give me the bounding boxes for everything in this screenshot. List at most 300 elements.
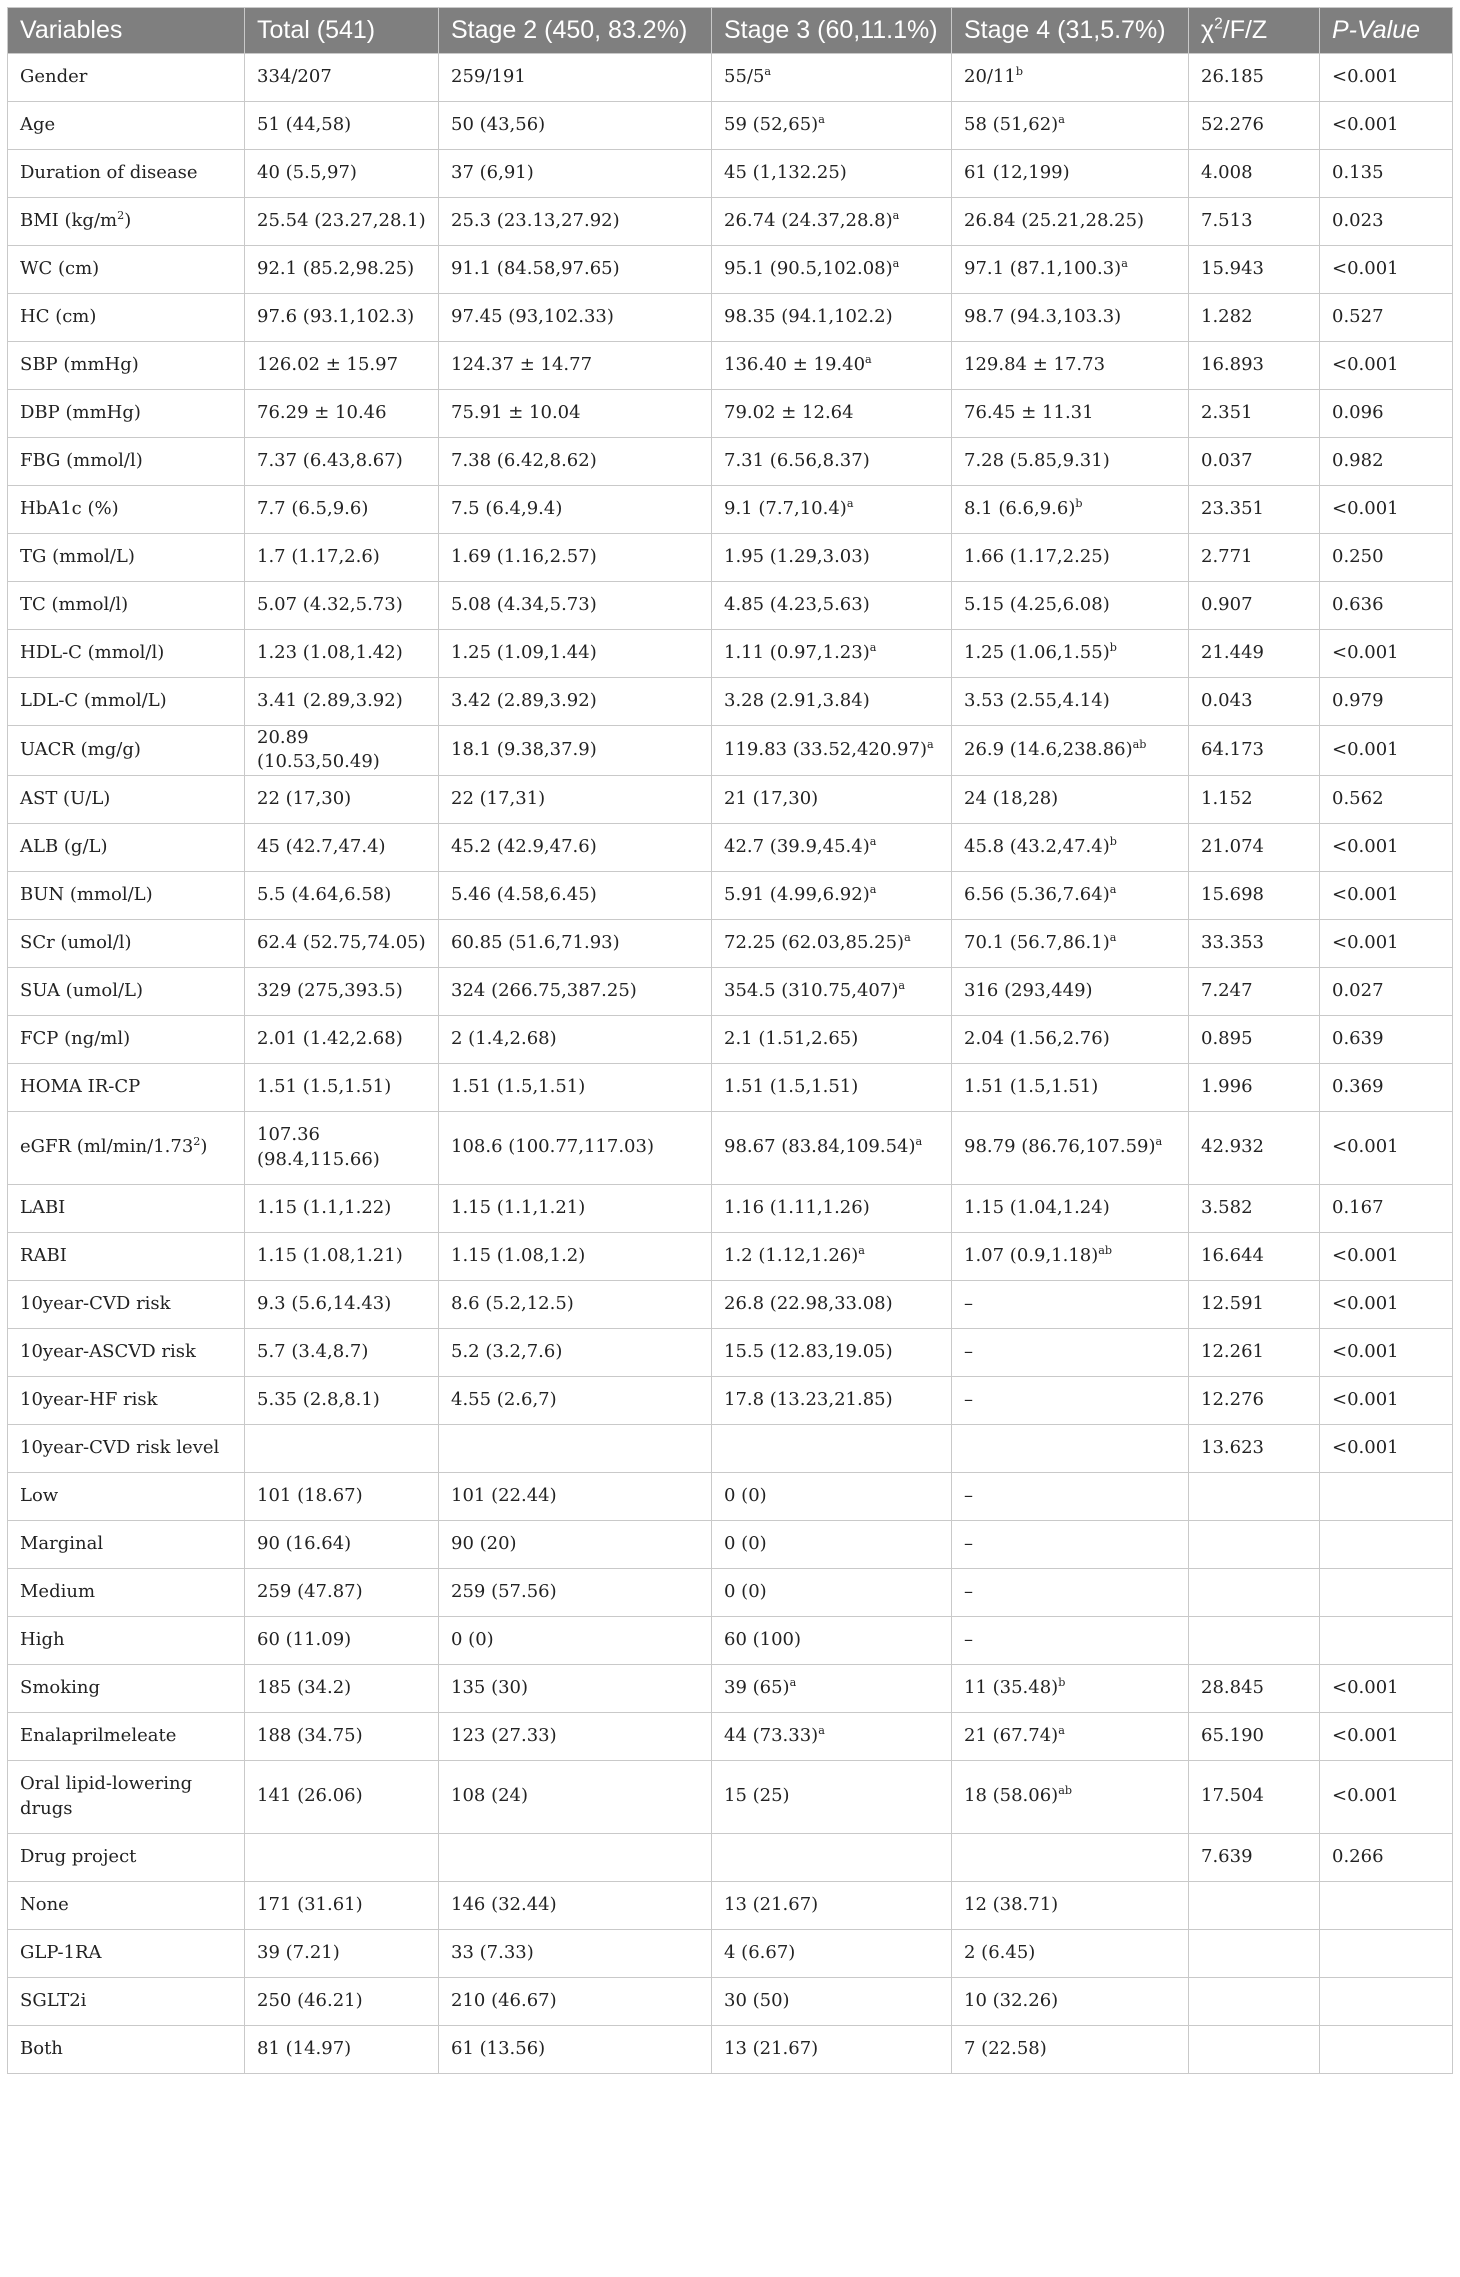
header-statistic: [1189, 8, 1320, 54]
cell-p-value: [1320, 1424, 1453, 1472]
cell-statistic: [1189, 1063, 1320, 1111]
cell-text: 15.5 (12.83,19.05): [724, 1340, 893, 1362]
cell-text: <0.001: [1332, 739, 1399, 761]
cell-stage-4: [952, 1881, 1189, 1929]
cell-variable: [8, 342, 245, 390]
cell-text: Total (541): [257, 15, 376, 44]
cell-text: 0.982: [1332, 450, 1384, 472]
cell-stage-4: [952, 1280, 1189, 1328]
cell-variable: [8, 775, 245, 823]
cell-text-suffix: /F/Z: [1222, 15, 1268, 44]
cell-total: [245, 1111, 439, 1184]
cell-stage-4: [952, 1015, 1189, 1063]
cell-text: HbA1c (%): [20, 498, 119, 520]
cell-text: 4.008: [1201, 162, 1253, 184]
cell-p-value: [1320, 1280, 1453, 1328]
cell-text: 21 (67.74): [964, 1724, 1059, 1746]
table-row: [8, 1616, 1453, 1664]
cell-text: 141 (26.06): [257, 1785, 363, 1807]
cell-text: 72.25 (62.03,85.25): [724, 931, 905, 953]
cell-statistic: [1189, 1977, 1320, 2025]
cell-p-value: [1320, 1472, 1453, 1520]
cell-text: 210 (46.67): [451, 1989, 557, 2011]
cell-statistic: [1189, 294, 1320, 342]
cell-text: 22 (17,31): [451, 787, 546, 809]
cell-text: 26.84 (25.21,28.25): [964, 210, 1145, 232]
cell-stage-2: [439, 1328, 712, 1376]
cell-p-value: [1320, 1881, 1453, 1929]
cell-text: 5.07 (4.32,5.73): [257, 594, 403, 616]
cell-text: 10year-CVD risk level: [20, 1436, 220, 1458]
cell-total: [245, 726, 439, 776]
cell-total: [245, 1328, 439, 1376]
cell-text: 50 (43,56): [451, 114, 546, 136]
cell-stage-3: [712, 438, 952, 486]
cell-variable: [8, 1472, 245, 1520]
cell-text: 20/11: [964, 66, 1016, 88]
superscript: a: [1109, 882, 1117, 896]
header-stage-4: [952, 8, 1189, 54]
cell-text: <0.001: [1332, 498, 1399, 520]
cell-stage-2: [439, 1712, 712, 1760]
table-row: [8, 1280, 1453, 1328]
cell-stage-3: [712, 486, 952, 534]
cell-stage-4: [952, 630, 1189, 678]
cell-text: 64.173: [1201, 739, 1264, 761]
cell-statistic: [1189, 775, 1320, 823]
cell-text: SCr (umol/l): [20, 931, 132, 953]
cell-text: 26.8 (22.98,33.08): [724, 1292, 893, 1314]
cell-stage-2: [439, 1929, 712, 1977]
cell-text: 76.45 ± 11.31: [964, 402, 1094, 424]
cell-variable: [8, 630, 245, 678]
cell-text: Stage 4 (31,5.7%): [964, 15, 1166, 44]
cell-text: 2.771: [1201, 546, 1253, 568]
cell-text: 13.623: [1201, 1436, 1264, 1458]
cell-text: 15 (25): [724, 1785, 790, 1807]
header-row: [8, 8, 1453, 54]
cell-text: 0.027: [1332, 979, 1384, 1001]
cell-variable: [8, 1977, 245, 2025]
cell-total: [245, 1712, 439, 1760]
cell-text: 259 (57.56): [451, 1580, 557, 1602]
cell-text: 1.15 (1.08,1.2): [451, 1244, 586, 1266]
cell-statistic: [1189, 438, 1320, 486]
cell-text: 11 (35.48): [964, 1676, 1059, 1698]
cell-text: 3.582: [1201, 1196, 1253, 1218]
cell-text: 2.01 (1.42,2.68): [257, 1027, 403, 1049]
cell-text: 316 (293,449): [964, 979, 1093, 1001]
cell-text: 0 (0): [724, 1532, 767, 1554]
cell-variable: [8, 1424, 245, 1472]
cell-stage-4: [952, 582, 1189, 630]
cell-p-value: [1320, 919, 1453, 967]
cell-text: 0 (0): [724, 1484, 767, 1506]
cell-stage-4: [952, 678, 1189, 726]
cell-statistic: [1189, 1280, 1320, 1328]
cell-variable: [8, 54, 245, 102]
cell-p-value: [1320, 1977, 1453, 2025]
cell-statistic: [1189, 1376, 1320, 1424]
cell-stage-4: [952, 967, 1189, 1015]
cell-statistic: [1189, 54, 1320, 102]
cell-text: –: [964, 1484, 973, 1506]
cell-text: 51 (44,58): [257, 114, 352, 136]
cell-stage-3: [712, 871, 952, 919]
cell-text: 101 (22.44): [451, 1484, 557, 1506]
cell-stage-4: [952, 54, 1189, 102]
cell-stage-3: [712, 534, 952, 582]
cell-variable: [8, 1929, 245, 1977]
cell-p-value: [1320, 198, 1453, 246]
cell-text: <0.001: [1332, 1785, 1399, 1807]
cell-variable: [8, 1616, 245, 1664]
cell-stage-3: [712, 1328, 952, 1376]
cell-text: 108 (24): [451, 1785, 529, 1807]
superscript: ab: [1058, 1784, 1072, 1798]
cell-text: 25.3 (23.13,27.92): [451, 210, 620, 232]
table-row: [8, 1063, 1453, 1111]
cell-p-value: [1320, 775, 1453, 823]
table-row: [8, 1977, 1453, 2025]
cell-variable: [8, 1328, 245, 1376]
cell-stage-4: [952, 2025, 1189, 2073]
header-total: [245, 8, 439, 54]
cell-p-value: [1320, 1616, 1453, 1664]
superscript: a: [1109, 930, 1117, 944]
cell-stage-3: [712, 1833, 952, 1881]
cell-total: [245, 1881, 439, 1929]
cell-text: 75.91 ± 10.04: [451, 402, 581, 424]
superscript: a: [892, 209, 900, 223]
cell-p-value: [1320, 1184, 1453, 1232]
cell-text: 124.37 ± 14.77: [451, 354, 593, 376]
cell-total: [245, 1760, 439, 1833]
cell-total: [245, 775, 439, 823]
cell-text: 1.51 (1.5,1.51): [964, 1075, 1099, 1097]
cell-statistic: [1189, 1929, 1320, 1977]
cell-text: 92.1 (85.2,98.25): [257, 258, 415, 280]
table-row: [8, 198, 1453, 246]
cell-stage-4: [952, 246, 1189, 294]
header-stage-2: [439, 8, 712, 54]
cell-stage-3: [712, 1111, 952, 1184]
superscript: a: [915, 1135, 923, 1149]
cell-stage-3: [712, 150, 952, 198]
cell-stage-4: [952, 1664, 1189, 1712]
cell-text: 21.074: [1201, 835, 1264, 857]
cell-text: 1.282: [1201, 306, 1253, 328]
cell-stage-3: [712, 1712, 952, 1760]
cell-variable: [8, 1833, 245, 1881]
cell-statistic: [1189, 919, 1320, 967]
cell-p-value: [1320, 823, 1453, 871]
cell-text: 7.37 (6.43,8.67): [257, 450, 403, 472]
table-row: [8, 1111, 1453, 1184]
table-row: [8, 1232, 1453, 1280]
cell-text: eGFR (ml/min/1.73: [20, 1136, 194, 1158]
cell-text: 0.167: [1332, 1196, 1384, 1218]
cell-stage-2: [439, 1472, 712, 1520]
cell-stage-2: [439, 1280, 712, 1328]
cell-stage-3: [712, 967, 952, 1015]
cell-text: 1.152: [1201, 787, 1253, 809]
cell-stage-3: [712, 1424, 952, 1472]
cell-text: 1.11 (0.97,1.23): [724, 642, 870, 664]
cell-text: WC (cm): [20, 258, 100, 280]
cell-stage-2: [439, 1111, 712, 1184]
cell-text: 0.636: [1332, 594, 1384, 616]
cell-text: 52.276: [1201, 114, 1264, 136]
cell-stage-4: [952, 1424, 1189, 1472]
cell-p-value: [1320, 1664, 1453, 1712]
cell-text: 45 (42.7,47.4): [257, 835, 386, 857]
table-row: [8, 1712, 1453, 1760]
cell-variable: [8, 919, 245, 967]
table-row: [8, 246, 1453, 294]
cell-text: 5.91 (4.99,6.92): [724, 883, 870, 905]
cell-stage-2: [439, 1232, 712, 1280]
cell-variable: [8, 1280, 245, 1328]
cell-text: 171 (31.61): [257, 1893, 363, 1915]
cell-text: 1.2 (1.12,1.26): [724, 1244, 859, 1266]
cell-text: Drug project: [20, 1845, 137, 1867]
cell-total: [245, 198, 439, 246]
data-table: [7, 7, 1453, 2074]
superscript: a: [865, 353, 872, 367]
cell-text: 97.6 (93.1,102.3): [257, 306, 415, 328]
cell-text: 7 (22.58): [964, 2037, 1047, 2059]
cell-p-value: [1320, 582, 1453, 630]
cell-p-value: [1320, 1833, 1453, 1881]
cell-text: 1.23 (1.08,1.42): [257, 642, 403, 664]
cell-text: 2 (1.4,2.68): [451, 1027, 557, 1049]
cell-text: Low: [20, 1484, 59, 1506]
cell-total: [245, 102, 439, 150]
cell-text: Age: [20, 114, 56, 136]
cell-stage-3: [712, 198, 952, 246]
cell-variable: [8, 726, 245, 776]
cell-text: 354.5 (310.75,407): [724, 979, 899, 1001]
cell-text: 42.932: [1201, 1136, 1264, 1158]
cell-stage-4: [952, 150, 1189, 198]
cell-stage-3: [712, 1760, 952, 1833]
cell-total: [245, 390, 439, 438]
cell-text: 18.1 (9.38,37.9): [451, 739, 597, 761]
cell-p-value: [1320, 1929, 1453, 1977]
table-row: [8, 54, 1453, 102]
cell-total: [245, 486, 439, 534]
table-row: [8, 1833, 1453, 1881]
cell-text: Variables: [20, 15, 123, 44]
header-stage-3: [712, 8, 952, 54]
cell-stage-3: [712, 678, 952, 726]
cell-total: [245, 630, 439, 678]
cell-stage-4: [952, 1376, 1189, 1424]
cell-text: <0.001: [1332, 1388, 1399, 1410]
cell-text: 28.845: [1201, 1676, 1264, 1698]
cell-text: 1.15 (1.1,1.21): [451, 1196, 586, 1218]
cell-text: 0.979: [1332, 690, 1384, 712]
cell-text: 42.7 (39.9,45.4): [724, 835, 870, 857]
cell-statistic: [1189, 1520, 1320, 1568]
cell-stage-4: [952, 919, 1189, 967]
cell-p-value: [1320, 438, 1453, 486]
cell-text: 101 (18.67): [257, 1484, 363, 1506]
cell-stage-3: [712, 390, 952, 438]
cell-text: 10year-CVD risk: [20, 1292, 171, 1314]
cell-variable: [8, 102, 245, 150]
cell-p-value: [1320, 1520, 1453, 1568]
cell-p-value: [1320, 486, 1453, 534]
cell-text: 1.51 (1.5,1.51): [451, 1075, 586, 1097]
cell-text: 44 (73.33): [724, 1724, 819, 1746]
table-row: [8, 1184, 1453, 1232]
cell-stage-2: [439, 342, 712, 390]
cell-variable: [8, 1568, 245, 1616]
cell-text: 22 (17,30): [257, 787, 352, 809]
cell-stage-3: [712, 246, 952, 294]
cell-text: <0.001: [1332, 835, 1399, 857]
cell-variable: [8, 150, 245, 198]
cell-text: 4.55 (2.6,7): [451, 1388, 557, 1410]
cell-total: [245, 2025, 439, 2073]
cell-p-value: [1320, 1063, 1453, 1111]
cell-text-line2: drugs: [20, 1797, 73, 1819]
cell-text: HC (cm): [20, 306, 97, 328]
cell-text: 59 (52,65): [724, 114, 819, 136]
superscript: b: [1109, 834, 1117, 848]
cell-total: [245, 1520, 439, 1568]
cell-total: [245, 438, 439, 486]
cell-text: 107.36: [257, 1124, 320, 1146]
cell-stage-2: [439, 1664, 712, 1712]
cell-text: 5.2 (3.2,7.6): [451, 1340, 563, 1362]
cell-variable: [8, 294, 245, 342]
cell-text: 0.369: [1332, 1075, 1384, 1097]
cell-text: <0.001: [1332, 931, 1399, 953]
cell-text: 2 (6.45): [964, 1941, 1036, 1963]
cell-text: Oral lipid-lowering: [20, 1773, 193, 1795]
table-row: [8, 726, 1453, 776]
cell-p-value: [1320, 1376, 1453, 1424]
cell-text: 21 (17,30): [724, 787, 819, 809]
cell-text: 18 (58.06): [964, 1785, 1059, 1807]
superscript: b: [1058, 1675, 1066, 1689]
table-row: [8, 1568, 1453, 1616]
cell-statistic: [1189, 150, 1320, 198]
cell-text: AST (U/L): [20, 787, 111, 809]
cell-statistic: [1189, 2025, 1320, 2073]
cell-text: 61 (13.56): [451, 2037, 546, 2059]
cell-text: 3.28 (2.91,3.84): [724, 690, 870, 712]
cell-p-value: [1320, 54, 1453, 102]
table-row: [8, 390, 1453, 438]
cell-total: [245, 1664, 439, 1712]
superscript: 2: [193, 1135, 201, 1149]
cell-total: [245, 1616, 439, 1664]
table-row: [8, 1881, 1453, 1929]
cell-stage-4: [952, 775, 1189, 823]
cell-text: SBP (mmHg): [20, 354, 139, 376]
cell-p-value: [1320, 1111, 1453, 1184]
superscript: b: [1075, 497, 1083, 511]
cell-text: 5.15 (4.25,6.08): [964, 594, 1110, 616]
cell-total: [245, 823, 439, 871]
cell-text: –: [964, 1532, 973, 1554]
table-row: [8, 342, 1453, 390]
cell-total: [245, 582, 439, 630]
cell-total: [245, 871, 439, 919]
cell-p-value: [1320, 967, 1453, 1015]
cell-text: 0.037: [1201, 450, 1253, 472]
cell-stage-4: [952, 1760, 1189, 1833]
cell-variable: [8, 1712, 245, 1760]
cell-text: 21.449: [1201, 642, 1264, 664]
cell-text: 329 (275,393.5): [257, 979, 403, 1001]
cell-text: 45.8 (43.2,47.4): [964, 835, 1110, 857]
cell-stage-3: [712, 1568, 952, 1616]
cell-text: LDL-C (mmol/L): [20, 690, 167, 712]
cell-stage-2: [439, 1063, 712, 1111]
cell-stage-2: [439, 198, 712, 246]
cell-text: SGLT2i: [20, 1989, 87, 2011]
cell-stage-2: [439, 294, 712, 342]
cell-text: 0.135: [1332, 162, 1384, 184]
cell-text: 7.7 (6.5,9.6): [257, 498, 369, 520]
cell-stage-4: [952, 1520, 1189, 1568]
cell-text: 23.351: [1201, 498, 1264, 520]
cell-statistic: [1189, 1424, 1320, 1472]
cell-text: 3.41 (2.89,3.92): [257, 690, 403, 712]
cell-text: 108.6 (100.77,117.03): [451, 1136, 654, 1158]
cell-variable: [8, 1376, 245, 1424]
cell-text: 90 (20): [451, 1532, 517, 1554]
cell-stage-3: [712, 1929, 952, 1977]
cell-stage-2: [439, 582, 712, 630]
cell-text: <0.001: [1332, 883, 1399, 905]
cell-text: 250 (46.21): [257, 1989, 363, 2011]
cell-text: 20.89 (10.53,50.49): [257, 727, 380, 773]
cell-text: 185 (34.2): [257, 1676, 352, 1698]
cell-text: 16.644: [1201, 1244, 1264, 1266]
cell-text: 1.51 (1.5,1.51): [257, 1075, 392, 1097]
cell-statistic: [1189, 102, 1320, 150]
cell-variable: [8, 823, 245, 871]
cell-text: ALB (g/L): [20, 835, 108, 857]
cell-statistic: [1189, 1015, 1320, 1063]
cell-text: 259 (47.87): [257, 1580, 363, 1602]
cell-text: 40 (5.5,97): [257, 162, 357, 184]
cell-total: [245, 967, 439, 1015]
cell-stage-3: [712, 1881, 952, 1929]
cell-text: 6.56 (5.36,7.64): [964, 883, 1110, 905]
cell-stage-4: [952, 102, 1189, 150]
cell-text: 0.907: [1201, 594, 1253, 616]
cell-text: 2.04 (1.56,2.76): [964, 1027, 1110, 1049]
cell-text: 0.639: [1332, 1027, 1384, 1049]
table-row: [8, 871, 1453, 919]
cell-text: BMI (kg/m: [20, 210, 118, 232]
cell-stage-2: [439, 919, 712, 967]
cell-variable: [8, 967, 245, 1015]
cell-p-value: [1320, 678, 1453, 726]
cell-stage-4: [952, 534, 1189, 582]
cell-stage-2: [439, 2025, 712, 2073]
cell-text: HOMA IR-CP: [20, 1075, 141, 1097]
cell-text: 7.38 (6.42,8.62): [451, 450, 597, 472]
table-row: [8, 102, 1453, 150]
